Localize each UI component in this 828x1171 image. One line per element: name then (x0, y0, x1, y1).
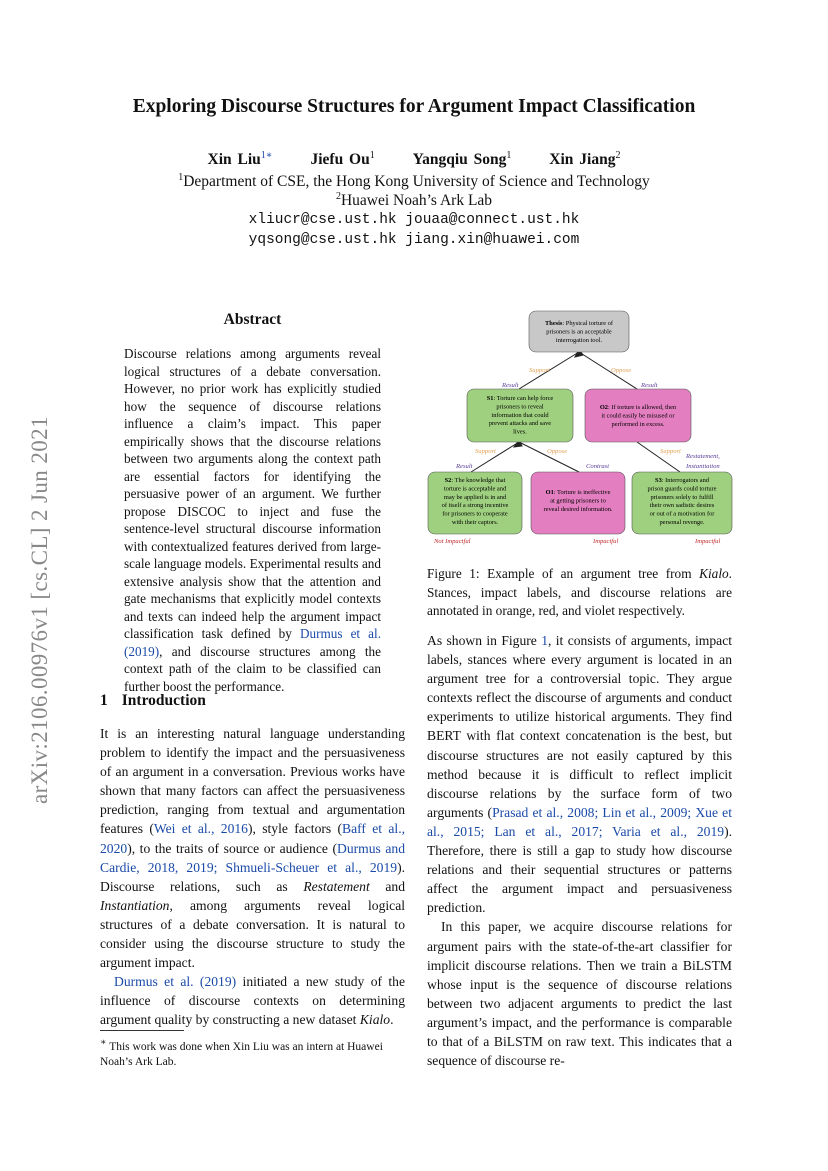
node-text-line: prevent attacks and save (488, 420, 552, 428)
relation-label: Result (641, 382, 658, 389)
arxiv-id: arXiv:2106.00976v1 [cs.CL] 2 Jun 2021 (27, 416, 52, 804)
node-text-line: lives. (513, 428, 527, 436)
author-list (0, 150, 828, 169)
node-text-line: reveal desired information. (543, 505, 613, 513)
relation-label: Contrast (586, 463, 610, 470)
stance-label: Support (529, 367, 550, 374)
node-text-line: prisoners is an acceptable (546, 328, 612, 336)
node-text-line: may be applied is in and (443, 493, 507, 501)
node-text-line: torture is acceptable and (443, 485, 507, 493)
stance-label: Oppose (611, 367, 632, 374)
impact-label: Impactful (695, 538, 721, 545)
node-text-line: prisoners to reveal (496, 403, 544, 411)
paper-title: Exploring Discourse Structures for Argument Impact Classification (132, 96, 696, 117)
node-text-line: S1: Torture can help force (486, 395, 554, 402)
intro-column (100, 724, 405, 1030)
tree-edge (471, 442, 519, 472)
node-text-line: information that could (491, 411, 549, 419)
node-text-line: for prisoners to cooperate (442, 510, 508, 518)
node-text-line: performed in excess. (611, 420, 665, 428)
node-text-line: interrogation tool. (555, 337, 603, 345)
abstract-heading: Abstract (223, 311, 282, 328)
arxiv-stamp (10, 380, 70, 840)
email-line: xliucr@cse.ust.hk jouaa@connect.ust.hk (248, 212, 580, 228)
citation-link[interactable]: Durmus and Cardie, 2018, 2019; Shmueli-Scheuer et al., 2019 (100, 840, 405, 875)
node-text-line: S3: Interrogators and (655, 477, 709, 484)
node-text-line: O1: Torture is ineffective (545, 489, 611, 496)
node-text-line: prison guards could torture (647, 485, 717, 493)
relation-label: Restatement, (686, 453, 720, 460)
impact-label: Impactful (593, 538, 619, 545)
node-text-line: Thesis: Physical torture of (545, 320, 613, 327)
citation-link[interactable]: Wei et al., 2016 (153, 821, 248, 837)
relation-label: Result (456, 463, 473, 470)
node-text-line: their own sadistic desires (649, 502, 715, 510)
paragraph: It is an interesting natural language understanding problem to identify the impact and the persuasiveness of an argument in a conversation. Previous works have shown that many factors can affect the persuasiveness prediction, ranging from textual and argumentation features (Wei et al., 2016), style factors (Baff et al., 2020), to the traits of source or audience (Durmus and Cardie, 2018, 2019; Shmueli-Scheuer et al., 2019). Discourse relations, such as Restatement and Instantiation, among arguments reveal logical structures of a debate conversation. It is natural to consider using the discourse structure to study the argument impact. (100, 726, 406, 971)
node-text-line: at getting prisoners to (550, 497, 606, 505)
node-text-line: it could easily be misused or (601, 412, 675, 420)
citation-link[interactable]: Durmus et al. (2019) (114, 974, 237, 990)
affiliation: $^2$Huawei Noah’s Ark Lab (335, 191, 493, 210)
author: Yangqiu Song$^1$ (412, 150, 512, 169)
right-column (427, 631, 732, 1070)
figure-caption: Figure 1: Example of an argument tree from Kialo. Stances, impact labels, and discourse relations are annotated in orange, red, and violet respectively. (427, 566, 732, 618)
tree-edge (519, 442, 579, 472)
tree-edge (637, 442, 680, 472)
node-text-line: S2: The knowledge that (444, 477, 506, 484)
relation-label: Result (502, 382, 519, 389)
stance-label: Support (475, 448, 496, 455)
node-text-line: or out of a motivation for (649, 510, 715, 518)
stance-label: Support (660, 448, 681, 455)
paragraph: In this paper, we acquire discourse relations for argument pairs with the state-of-the-art classifier for implicit discourse relations. Then we train a BiLSTM whose input is the sequence of discourse relations between two adjacent arguments to predict the last argument’s impact, and the performance is comparable to that of a BiLSTM on raw text. This indicates that a sequence of discourse re- (427, 919, 732, 1069)
affiliation: $^1$Department of CSE, the Hong Kong University of Science and Technology (178, 172, 650, 191)
section-heading: 1 Introduction (100, 692, 206, 709)
abstract-text: Discourse relations among arguments reveal logical structures of a debate conversation. However, no prior work has explicitly studied how the sequence of discourse relations influence a claim’s impact. This paper empirically shows that the discourse relations between two arguments along the context path are essential factors for identifying the persuasive power of an argument. We further propose DISCOC to inject and fuse the sentence-level structural discourse information with contextualized features derived from large-scale language models. Experimental results and extensive analysis show that the attention and gate mechanisms that explicitly model contexts and texts can indeed help the argument impact classification task defined by Durmus et al. (2019), and discourse structures among the context path of the claim to be classified can further boost the performance. (124, 346, 381, 694)
stance-label: Oppose (547, 448, 568, 455)
argument-tree-figure (425, 305, 735, 557)
node-text-line: prisoners solely to fulfill (650, 493, 714, 501)
email-line: yqsong@cse.ust.hk jiang.xin@huawei.com (248, 232, 580, 248)
author: Xin Jiang$^2$ (549, 150, 621, 169)
author: Xin Liu$^{1∗}$ (207, 150, 273, 169)
impact-label: Not Impactful (434, 538, 471, 545)
relation-label: Instantiation (686, 463, 720, 470)
citation-link[interactable]: Prasad et al., 2008; Lin et al., 2009; Xue et al., 2015; Lan et al., 2017; Varia et al., 2019 (427, 804, 732, 839)
node-text-line: personal revenge. (659, 519, 705, 526)
system-name: DISCOC (177, 503, 226, 519)
footnote-rule (100, 1030, 184, 1031)
author: Jiefu Ou$^1$ (310, 150, 375, 169)
paragraph: Durmus et al. (2019) initiated a new study of the influence of discourse contexts on determining argument quality by constructing a new dataset Kialo. (100, 974, 405, 1028)
citation-link[interactable]: Baff et al., 2020 (100, 821, 406, 856)
node-text-line: with their captors. (451, 519, 499, 526)
footnote: ∗ This work was done when Xin Liu was an intern at Huawei Noah’s Ark Lab. (100, 1037, 383, 1068)
node-text-line: of itself a strong incentive (441, 502, 509, 510)
figure-ref-link[interactable]: 1 (541, 633, 548, 648)
citation-link[interactable]: Durmus et al. (2019) (124, 626, 381, 659)
node-text-line: O2: If torture is allowed, then (599, 404, 677, 411)
paragraph: As shown in Figure 1, it consists of arguments, impact labels, stances where every argument is located in an argument tree for a controversial topic. They argue contexts reflect the discourse of arguments and conduct experiments to utilize historical arguments. They find BERT with flat context concatenation is the best, but discourse structures are not easily captured by this method because it is difficult to reflect implicit discourse relations by the surface form of two arguments (Prasad et al., 2008; Lin et al., 2009; Xue et al., 2015; Lan et al., 2017; Varia et al., 2019). Therefore, there is still a gap to study how discourse relations and their sequential structures or patterns affect the argument impact and persuasiveness prediction. (427, 633, 733, 916)
